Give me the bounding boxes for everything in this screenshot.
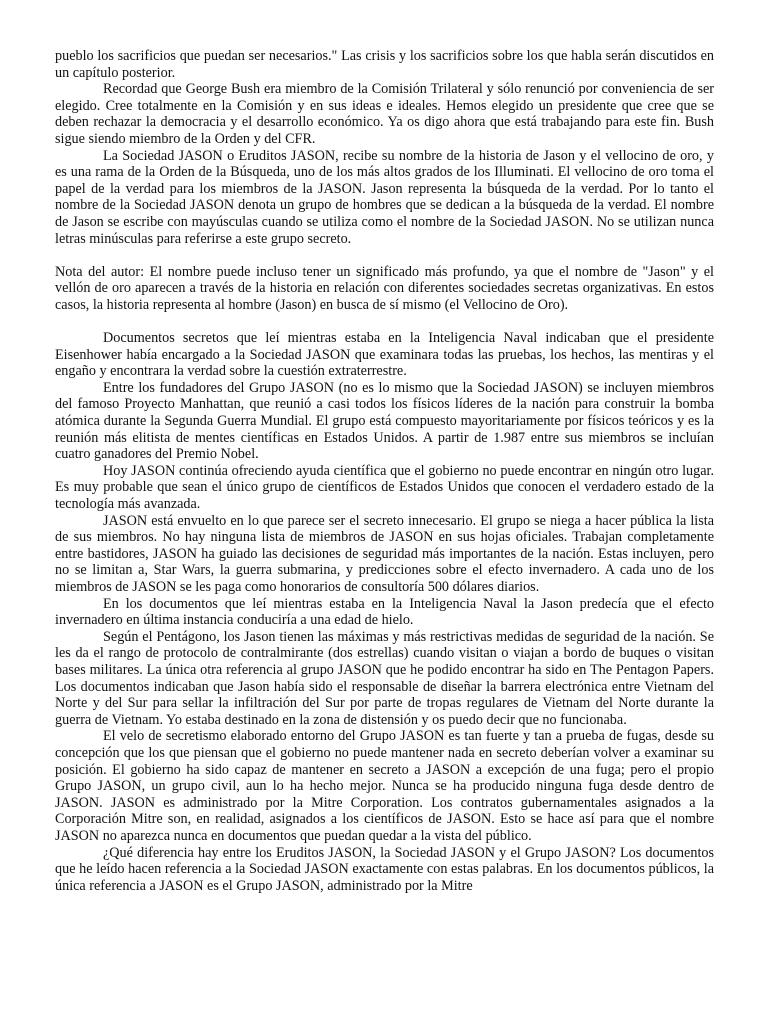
author-note-paragraph: Nota del autor: El nombre puede incluso tener un significado más profundo, ya que el nombre de "Jason" y el vellón de oro aparecen a través de la historia en relación con diferentes sociedades secretas organizativas. En estos casos, la historia representa al hombre (Jason) en busca de sí mismo (el Vellocino de Oro).	[55, 263, 714, 313]
paragraph-3: La Sociedad JASON o Eruditos JASON, recibe su nombre de la historia de Jason y el vellocino de oro, y es una rama de la Orden de la Búsqueda, uno de los más altos grados de los Illuminati. El vellocino de oro toma el papel de la verdad para los miembros de la JASON. Jason representa la búsqueda de la verdad. Por lo tanto el nombre de la Sociedad JASON denota un grupo de hombres que se dedican a la búsqueda de la verdad. El nombre de Jason se escribe con mayúsculas cuando se utiliza como el nombre de la Sociedad JASON. No se utilizan nunca letras minúsculas para referirse a este grupo secreto.	[55, 147, 714, 247]
paragraph-10: Según el Pentágono, los Jason tienen las máximas y más restrictivas medidas de seguridad de la nación. Se les da el rango de protocolo de contralmirante (dos estrellas) cuando visitan o viajan a bordo de buques o visitan bases militares. La única otra referencia al grupo JASON que he podido encontrar ha sido en The Pentagon Papers. Los documentos indicaban que Jason había sido el responsable de diseñar la barrera electrónica entre Vietnam del Norte y del Sur para sellar la infiltración del Sur por parte de tropas regulares de Vietnam del Norte durante la guerra de Vietnam. Yo estaba destinado en la zona de distensión y os puedo decir que no funcionaba.	[55, 628, 714, 728]
paragraph-11: El velo de secretismo elaborado entorno del Grupo JASON es tan fuerte y tan a prueba de fugas, desde su concepción que los que piensan que el gobierno no puede mantener nada en secreto deberían volver a examinar su posición. El gobierno ha sido capaz de mantener en secreto a JASON a excepción de una fuga; pero el propio Grupo JASON, un grupo civil, aun lo ha hecho mejor. Nunca se ha producido ninguna fuga desde dentro de JASON. JASON es administrado por la Mitre Corporation. Los contratos gubernamentales asignados a la Corporación Mitre son, en realidad, asignados a los científicos de JASON. Esto se hace así para que el nombre JASON no aparezca nunca en documentos que puedan quedar a la vista del público.	[55, 728, 714, 844]
paragraph-12: ¿Qué diferencia hay entre los Eruditos JASON, la Sociedad JASON y el Grupo JASON? Los documentos que he leído hacen referencia a la Sociedad JASON exactamente con estas palabras. En los documentos públicos, la única referencia a JASON es el Grupo JASON, administrado por la Mitre	[55, 844, 714, 894]
paragraph-2: Recordad que George Bush era miembro de la Comisión Trilateral y sólo renunció por conveniencia de ser elegido. Cree totalmente en la Comisión y en sus ideas e ideales. Hemos elegido un presidente que cree que se deben rechazar la democracia y el desarrollo económico. Ya os digo ahora que está trabajando para este fin. Bush sigue siendo miembro de la Orden y del CFR.	[55, 81, 714, 147]
paragraph-6: Entre los fundadores del Grupo JASON (no es lo mismo que la Sociedad JASON) se incluyen miembros del famoso Proyecto Manhattan, que reunió a casi todos los físicos líderes de la nación para construir la bomba atómica durante la Segunda Guerra Mundial. El grupo está compuesto mayoritariamente por físicos teóricos y es la reunión más elitista de mentes científicas en Estados Unidos. A partir de 1.987 entre sus miembros se incluían cuatro ganadores del Premio Nobel.	[55, 379, 714, 463]
paragraph-7: Hoy JASON continúa ofreciendo ayuda científica que el gobierno no puede encontrar en ningún otro lugar. Es muy probable que sean el único grupo de científicos de Estados Unidos que conocen el verdadero estado de la tecnología más avanzada.	[55, 462, 714, 513]
paragraph-5: Documentos secretos que leí mientras estaba en la Inteligencia Naval indicaban que el presidente Eisenhower había encargado a la Sociedad JASON que examinara todas las pruebas, los hechos, las mentiras y el engaño y encontrara la verdad sobre la cuestión extraterrestre.	[55, 330, 714, 380]
document-page	[55, 48, 714, 894]
paragraph-8: JASON está envuelto en lo que parece ser el secreto innecesario. El grupo se niega a hacer pública la lista de sus miembros. No hay ninguna lista de miembros de JASON en sus hojas oficiales. Trabajan completamente entre bastidores, JASON ha guiado las decisiones de seguridad más importantes de la nación. Estas incluyen, pero no se limitan a, Star Wars, la guerra submarina, y predicciones sobre el efecto invernadero. A cada uno de los miembros de JASON se les paga como honorarios de consultoría 500 dólares diarios.	[55, 512, 714, 595]
paragraph-9: En los documentos que leí mientras estaba en la Inteligencia Naval la Jason predecía que el efecto invernadero en última instancia conduciría a una edad de hielo.	[55, 595, 714, 629]
paragraph-1: pueblo los sacrificios que puedan ser necesarios." Las crisis y los sacrificios sobre los que habla serán discutidos en un capítulo posterior.	[55, 48, 714, 81]
